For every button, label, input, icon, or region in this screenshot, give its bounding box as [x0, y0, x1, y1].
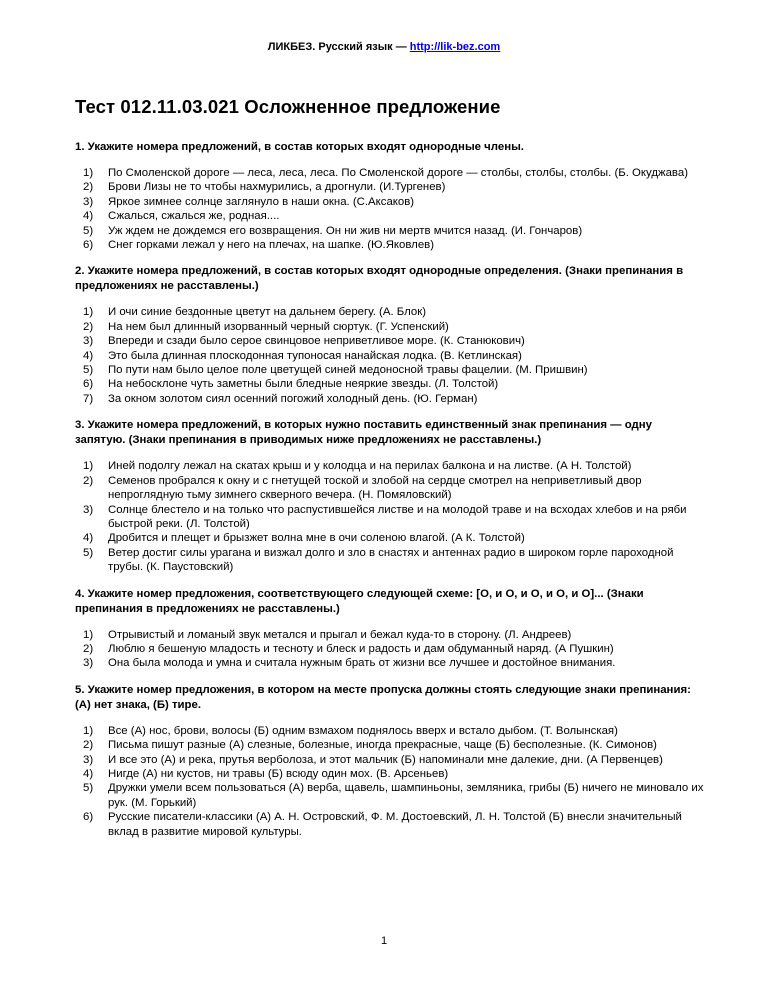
answer-number: 5)	[83, 224, 94, 237]
answer-item	[75, 656, 705, 670]
answer-item	[75, 305, 705, 319]
answer-item	[75, 209, 705, 223]
answer-number: 4)	[83, 532, 94, 545]
answer-number: 5)	[83, 782, 94, 795]
answer-text: Письма пишут разные (А) слезные, болезные, иногда прекрасные, чаще (Б) бесполезные. (К. Симонов)	[108, 739, 657, 752]
answer-number: 3)	[83, 657, 94, 670]
answer-item	[75, 724, 705, 738]
answer-item	[75, 180, 705, 194]
answer-item	[75, 392, 705, 406]
answer-item	[75, 503, 705, 532]
answer-text: Дружки умели всем пользоваться (А) верба, щавель, шампиньоны, земляника, грибы (Б) ничего не миновало их рук. (М. Горький)	[108, 782, 704, 809]
answer-number: 1)	[83, 167, 94, 179]
answer-number: 2)	[83, 739, 94, 752]
answer-list	[75, 724, 705, 839]
answer-item	[75, 238, 705, 252]
answer-item	[75, 810, 705, 839]
answer-number: 3)	[83, 195, 94, 208]
answer-text: Русские писатели-классики (А) А. Н. Островский, Ф. М. Достоевский, Л. Н. Толстой (Б) внесли значительный вклад в развитие мировой культуры.	[108, 811, 682, 838]
answer-text: Ветер достиг силы урагана и визжал долго и зло в снастях и антеннах радио в широком горле пароходной трубы. (К. Паустовский)	[108, 546, 674, 574]
answer-number: 2)	[83, 642, 94, 655]
question-text: 5. Укажите номер предложения, в котором на месте пропуска должны стоять следующие знаки препинания: (А) нет знака, (Б) тире.	[75, 683, 691, 711]
answer-number: 6)	[83, 378, 94, 391]
answer-number: 1)	[83, 306, 94, 319]
answer-text: Она была молода и умна и считала нужным брать от жизни все лучшее и достойное внимания.	[108, 657, 616, 670]
answer-text: Люблю я бешеную младость и тесноту и блеск и радость и дам обдуманный наряд. (А Пушкин)	[108, 642, 614, 655]
question-1	[75, 140, 705, 252]
answer-item	[75, 642, 705, 656]
answer-text: Семенов пробрался к окну и с гнетущей тоской и злобой на сердце смотрел на неприветливый двор непроглядную тьму зимнего скверного вечера. (Н. Помяловский)	[108, 474, 642, 502]
answer-list	[75, 305, 705, 406]
answer-number: 5)	[83, 364, 94, 377]
answer-item	[75, 531, 705, 545]
answer-item	[75, 474, 705, 503]
answer-text: Брови Лизы не то чтобы нахмурились, а дрогнули. (И.Тургенев)	[108, 181, 446, 194]
answer-number: 4)	[83, 767, 94, 780]
answer-text: И очи синие бездонные цветут на дальнем берегу. (А. Блок)	[108, 306, 427, 319]
answer-text: И все это (А) и река, прутья верболоза, и этот мальчик (Б) напоминали мне далекие, дни. (А Первенцев)	[108, 753, 663, 766]
answer-number: 1)	[83, 460, 94, 473]
answer-text: Уж ждем не дождемся его возвращения. Он ни жив ни мертв мчится назад. (И. Гончаров)	[108, 224, 583, 237]
questions-container	[75, 140, 705, 851]
answer-number: 6)	[83, 811, 94, 824]
answer-item	[75, 377, 705, 391]
question-text: 2. Укажите номера предложений, в состав которых входят однородные определения. (Знаки препинания в предложениях не расставлены.)	[75, 265, 684, 293]
answer-item	[75, 334, 705, 348]
answer-item	[75, 767, 705, 781]
answer-number: 3)	[83, 503, 94, 516]
answer-number: 3)	[83, 335, 94, 348]
question-text: 4. Укажите номер предложения, соответствующего следующей схеме: [О, и О, и О, и О, и О]... (Знаки препинания в предложениях не расставлены.)	[75, 587, 644, 615]
question-text: 3. Укажите номера предложений, в которых нужно поставить единственный знак препинания — одну запятую. (Знаки препинания в приводимых ниже предложениях не расставлены.)	[75, 419, 652, 447]
answer-item	[75, 195, 705, 209]
page-number: 1	[380, 935, 388, 947]
answer-item	[75, 738, 705, 752]
answer-item	[75, 349, 705, 363]
answer-item	[75, 546, 705, 575]
document-title: Тест 012.11.03.021 Осложненное предложение	[75, 96, 501, 117]
answer-number: 2)	[83, 474, 94, 487]
answer-number: 5)	[83, 546, 94, 559]
answer-text: Солнце блестело и на только что распустившейся листве и на молодой траве и на всходах хлебов и на ряби быстрой реки. (Л. Толстой)	[108, 503, 687, 530]
answer-text: Отрывистый и ломаный звук метался и прыгал и бежал куда-то в сторону. (Л. Андреев)	[108, 628, 572, 641]
answer-number: 2)	[83, 181, 94, 194]
answer-item	[75, 320, 705, 334]
answer-text: На нем был длинный изорванный черный сюртук. (Г. Успенский)	[108, 320, 449, 333]
answer-number: 4)	[83, 210, 94, 223]
answer-number: 6)	[83, 239, 94, 252]
answer-text: Впереди и сзади было серое свинцовое неприветливое море. (К. Станюкович)	[108, 335, 525, 348]
page-header	[0, 41, 768, 53]
question-2	[75, 264, 705, 406]
answer-text: Иней подолгу лежал на скатах крыш и у колодца и на перилах балкона и на листве. (А Н. Толстой)	[108, 460, 632, 473]
answer-number: 4)	[83, 349, 94, 362]
answer-text: Снег горками лежал у него на плечах, на шапке. (Ю.Яковлев)	[108, 239, 434, 252]
answer-list	[75, 166, 705, 252]
answer-number: 1)	[83, 724, 94, 737]
answer-text: Это была длинная плоскодонная тупоносая нанайская лодка. (В. Кетлинская)	[108, 349, 522, 362]
answer-item	[75, 628, 705, 642]
answer-text: Нигде (А) ни кустов, ни травы (Б) всюду один мох. (В. Арсеньев)	[108, 767, 449, 780]
answer-item	[75, 459, 705, 473]
answer-number: 1)	[83, 628, 94, 641]
answer-text: Все (А) нос, брови, волосы (Б) одним взмахом поднялось вверх и встало дыбом. (Т. Волынская)	[108, 724, 618, 737]
answer-item	[75, 753, 705, 767]
answer-item	[75, 224, 705, 238]
answer-text: По пути нам было целое поле цветущей синей медоносной травы фацелии. (М. Пришвин)	[108, 364, 588, 377]
answer-text: На небосклоне чуть заметны были бледные неяркие звезды. (Л. Толстой)	[108, 378, 499, 391]
answer-text: Яркое зимнее солнце заглянуло в наши окна. (С.Аксаков)	[108, 195, 415, 208]
answer-number: 3)	[83, 753, 94, 766]
answer-item	[75, 166, 705, 180]
answer-text: Сжалься, сжалься же, родная....	[108, 210, 280, 223]
question-3	[75, 418, 705, 574]
site-link[interactable]: http://lik-bez.com	[409, 41, 501, 53]
header-prefix: ЛИКБЕЗ. Русский язык —	[267, 41, 410, 53]
question-text: 1. Укажите номера предложений, в состав которых входят однородные члены.	[75, 141, 524, 153]
answer-text: По Смоленской дороге — леса, леса, леса. По Смоленской дороге — столбы, столбы, столбы. (Б. Окуджава)	[108, 167, 688, 179]
answer-text: За окном золотом сиял осенний погожий холодный день. (Ю. Герман)	[108, 392, 478, 405]
answer-item	[75, 363, 705, 377]
answer-list	[75, 459, 705, 574]
question-4	[75, 587, 705, 671]
answer-list	[75, 628, 705, 671]
answer-number: 2)	[83, 320, 94, 333]
answer-text: Дробится и плещет и брызжет волна мне в очи соленою влагой. (А К. Толстой)	[108, 532, 525, 545]
answer-item	[75, 781, 705, 810]
question-5	[75, 683, 705, 839]
answer-number: 7)	[83, 392, 94, 405]
